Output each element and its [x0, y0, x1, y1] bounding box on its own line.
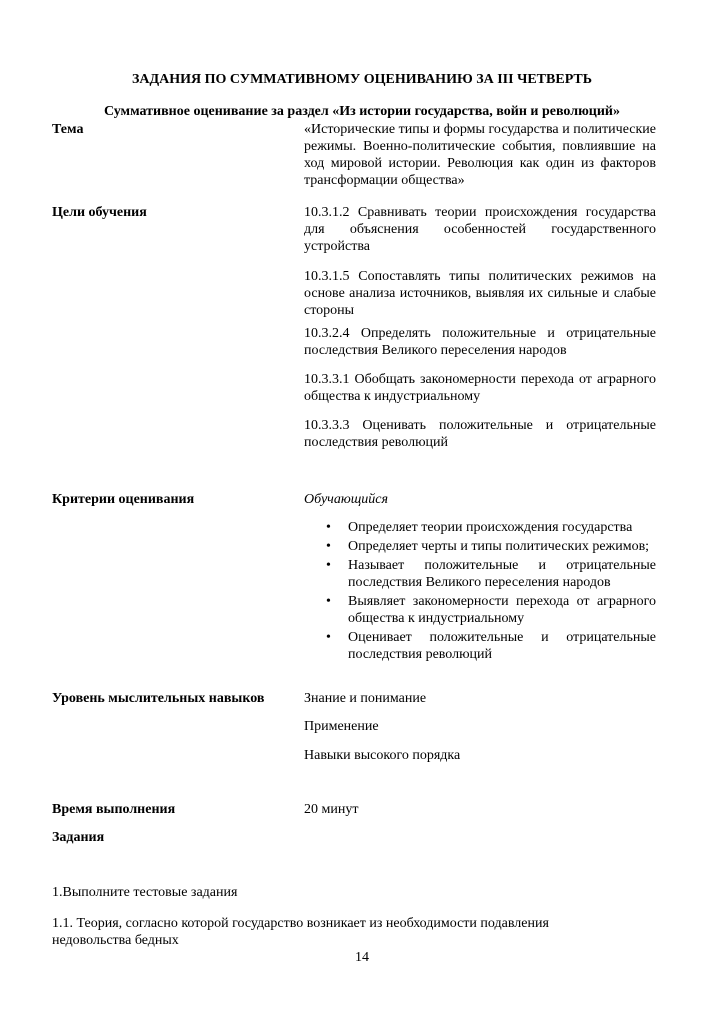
criteria-list — [322, 519, 656, 665]
time-label: Время выполнения — [52, 802, 176, 817]
list-item — [322, 538, 656, 555]
bullet-icon: • — [326, 594, 331, 609]
criteria-text: Выявляет закономерности перехода от аграрного общества к индустриальному — [348, 594, 656, 626]
document-title: ЗАДАНИЯ ПО СУММАТИВНОМУ ОЦЕНИВАНИЮ ЗА III ЧЕТВЕРТЬ — [131, 72, 593, 87]
time-value: 20 минут — [304, 802, 359, 817]
goal-item: 10.3.2.4 Определять положительные и отрицательные последствия Великого переселения народов — [304, 326, 656, 358]
topic-value: «Исторические типы и формы государства и политические режимы. Военно-политические события, повлиявшие на ход мировой истории. Революция как один из факторов трансформации общества» — [304, 122, 656, 188]
criteria-text: Определяет теории происхождения государства — [348, 520, 633, 535]
goal-item: 10.3.1.2 Сравнивать теории происхождения государства для объяснения особенностей государственного устройства — [304, 205, 656, 254]
goals-label: Цели обучения — [52, 205, 147, 220]
goal-item: 10.3.3.3 Оценивать положительные и отрицательные последствия революций — [304, 418, 656, 450]
list-item — [322, 557, 656, 591]
thinking-item: Применение — [304, 719, 379, 734]
topic-label: Тема — [52, 122, 84, 137]
goal-item: 10.3.3.1 Обобщать закономерности перехода от аграрного общества к индустриальному — [304, 372, 656, 404]
thinking-item: Навыки высокого порядка — [304, 748, 461, 763]
criteria-text: Оценивает положительные и отрицательные последствия революций — [348, 630, 656, 662]
bullet-icon: • — [326, 520, 331, 535]
tasks-label: Задания — [52, 830, 105, 845]
thinking-label: Уровень мыслительных навыков — [52, 691, 265, 706]
list-item — [322, 629, 656, 663]
list-item — [322, 593, 656, 627]
criteria-text: Определяет черты и типы политических режимов; — [348, 539, 650, 554]
page-number: 14 — [355, 950, 369, 965]
list-item — [322, 519, 656, 536]
bullet-icon: • — [326, 558, 331, 573]
bullet-icon: • — [326, 630, 331, 645]
question-text: 1.1. Теория, согласно которой государство возникает из необходимости подавления недовольства бедных — [52, 916, 549, 948]
criteria-text: Называет положительные и отрицательные последствия Великого переселения народов — [348, 558, 656, 590]
criteria-intro: Обучающийся — [304, 492, 389, 507]
thinking-item: Знание и понимание — [304, 691, 427, 706]
task-instruction: 1.Выполните тестовые задания — [52, 885, 238, 900]
criteria-label: Критерии оценивания — [52, 492, 195, 507]
bullet-icon: • — [326, 539, 331, 554]
section-subtitle: Суммативное оценивание за раздел «Из истории государства, войн и революций» — [103, 104, 620, 119]
goal-item: 10.3.1.5 Сопоставлять типы политических режимов на основе анализа источников, выявляя их сильные и слабые стороны — [304, 269, 656, 318]
